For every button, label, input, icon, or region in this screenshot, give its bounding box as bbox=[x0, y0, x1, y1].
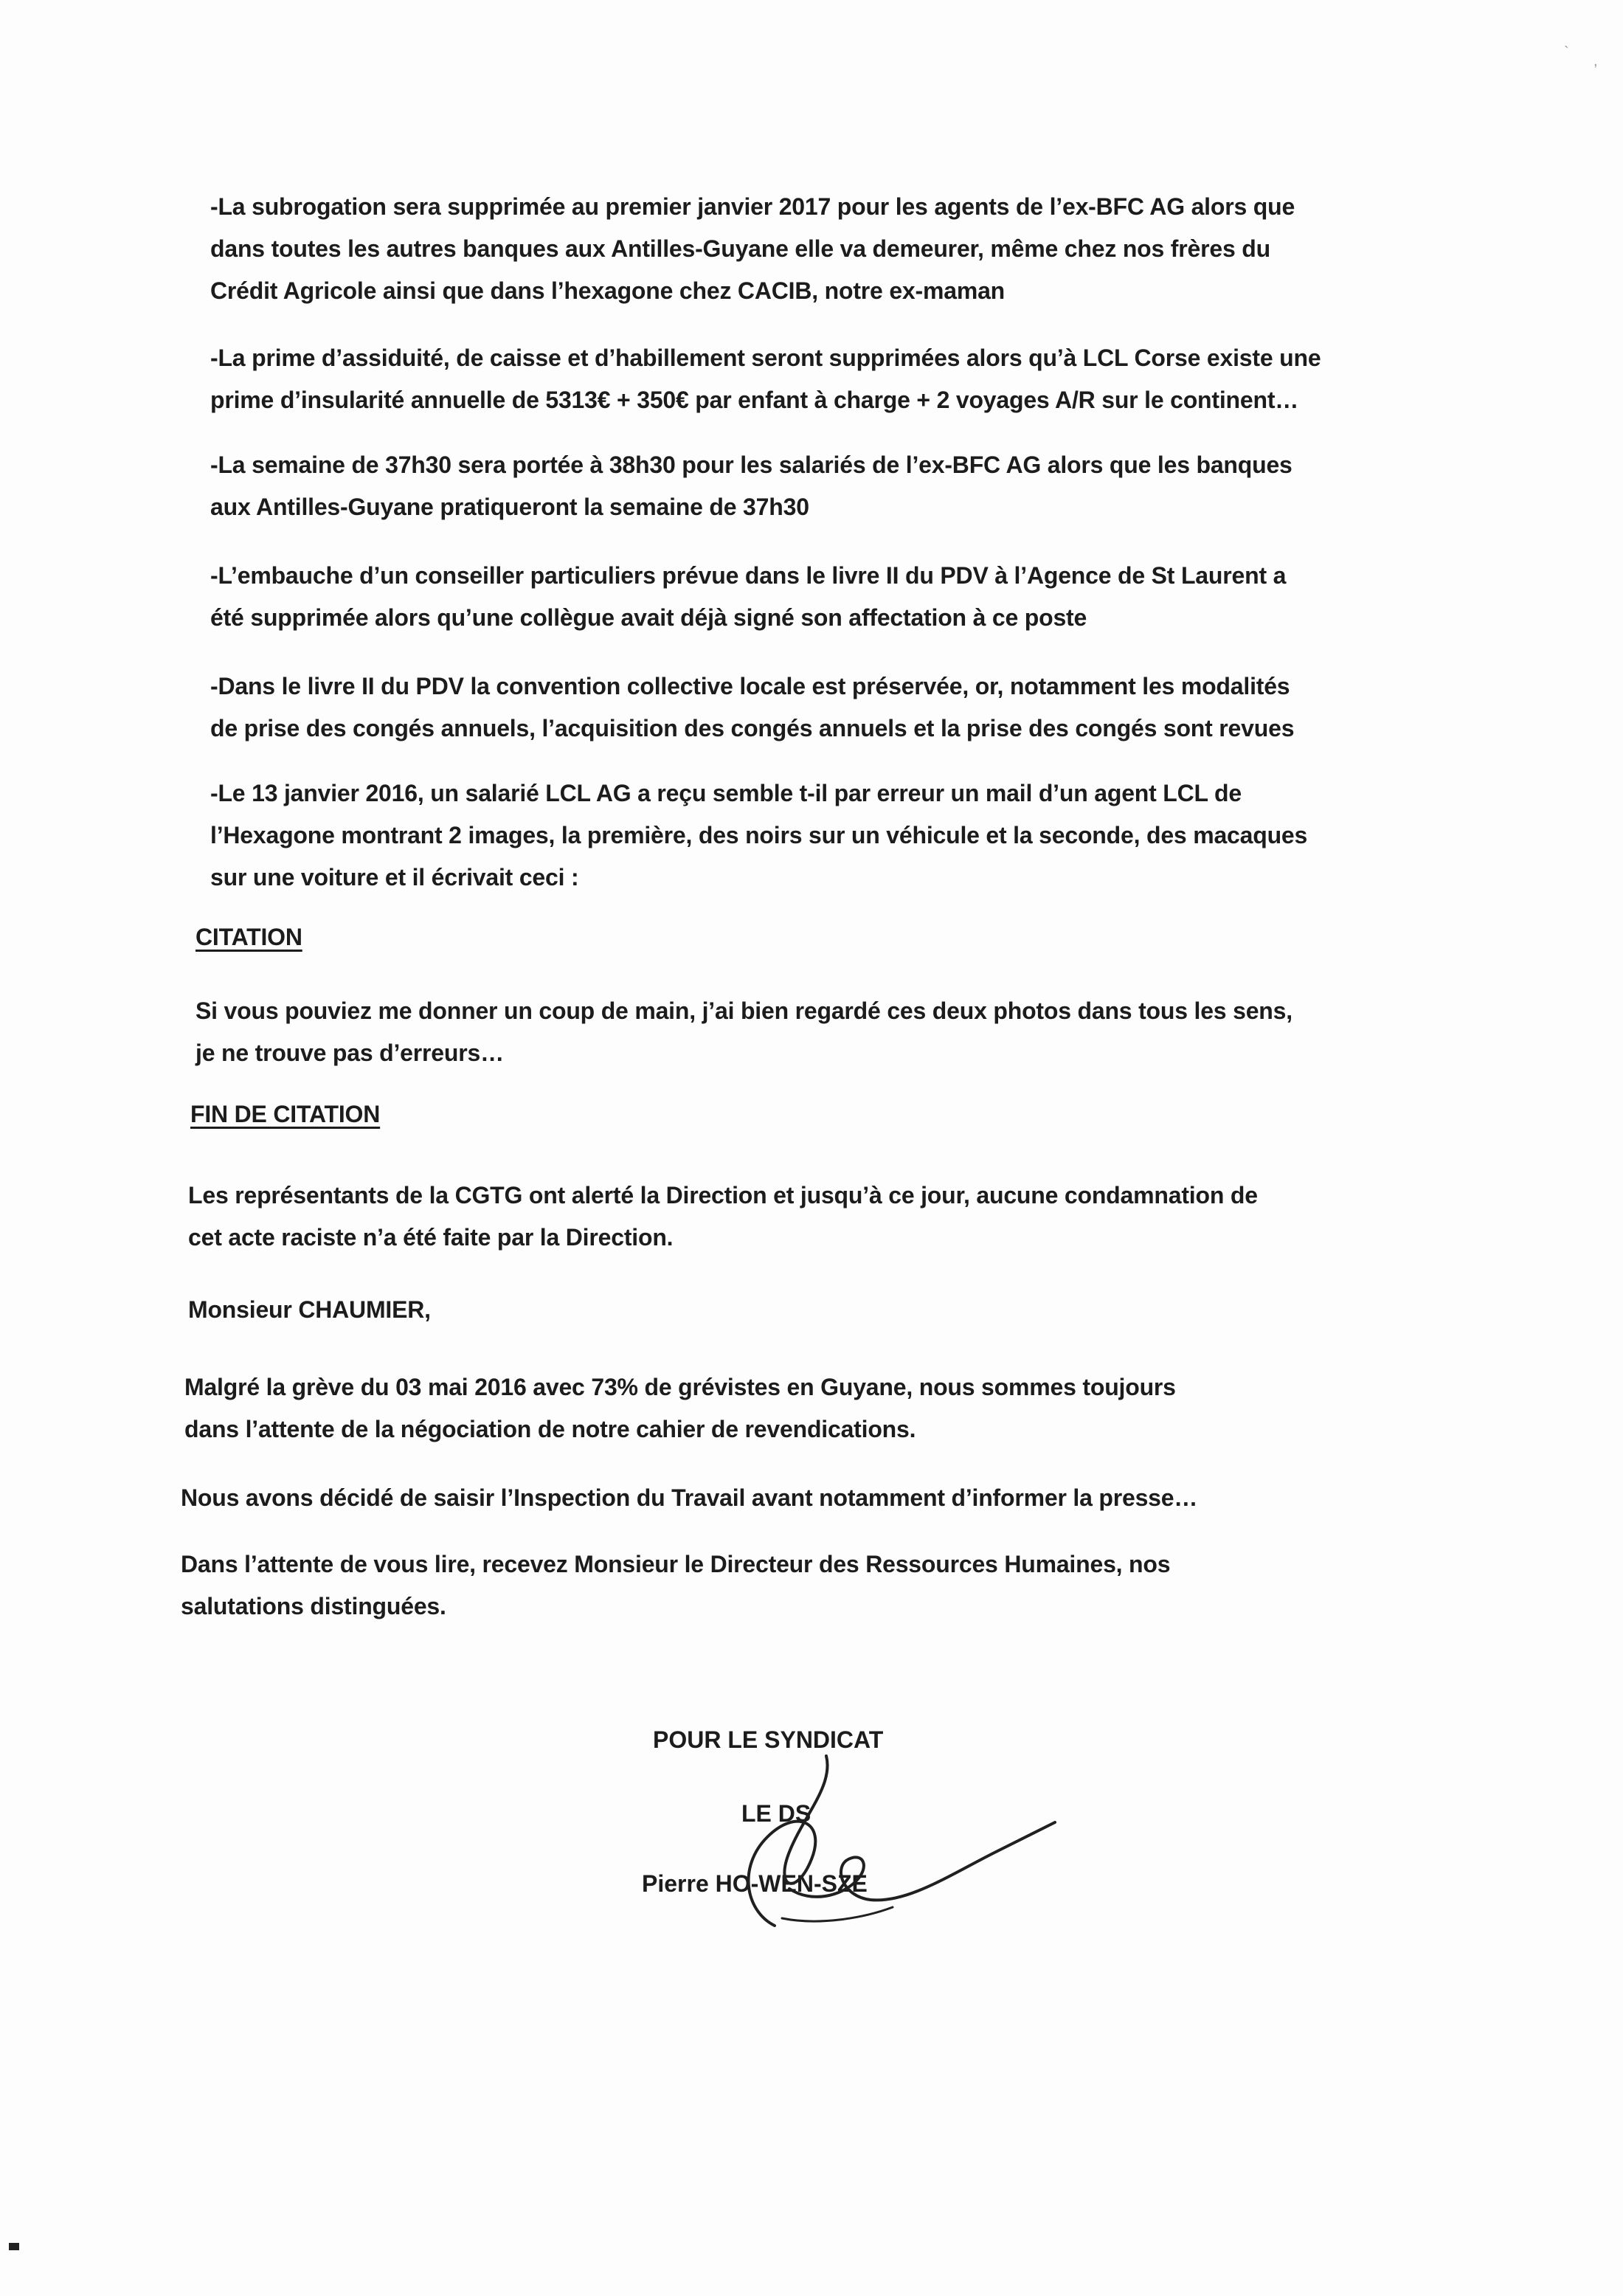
scan-edge-mark bbox=[9, 2243, 19, 2250]
text-line: dans l’attente de la négociation de notre cahier de revendications. bbox=[184, 1416, 916, 1442]
text-line: l’Hexagone montrant 2 images, la première, des noirs sur un véhicule et la seconde, des macaques bbox=[210, 822, 1308, 848]
text-line: salutations distinguées. bbox=[181, 1593, 446, 1619]
text-line: -Dans le livre II du PDV la convention collective locale est préservée, or, notamment les modalités bbox=[210, 673, 1290, 699]
text-line: -La prime d’assiduité, de caisse et d’habillement seront supprimées alors qu’à LCL Corse existe une bbox=[210, 345, 1321, 371]
salutation-address: Monsieur CHAUMIER, bbox=[188, 1296, 431, 1323]
text-line: aux Antilles-Guyane pratiqueront la semaine de 37h30 bbox=[210, 494, 809, 520]
end-citation-heading: FIN DE CITATION bbox=[190, 1101, 381, 1127]
text-line: de prise des congés annuels, l’acquisition des congés annuels et la prise des congés sont revues bbox=[210, 715, 1295, 741]
text-line: Les représentants de la CGTG ont alerté la Direction et jusqu’à ce jour, aucune condamnation de bbox=[188, 1182, 1258, 1208]
scan-mark: , bbox=[1593, 53, 1598, 69]
text-line: -L’embauche d’un conseiller particuliers prévue dans le livre II du PDV à l’Agence de St Laurent a bbox=[210, 562, 1287, 589]
text-line: sur une voiture et il écrivait ceci : bbox=[210, 864, 579, 891]
text-line: dans toutes les autres banques aux Antilles-Guyane elle va demeurer, même chez nos frères du bbox=[210, 235, 1270, 262]
text-line: Crédit Agricole ainsi que dans l’hexagone chez CACIB, notre ex-maman bbox=[210, 277, 1006, 304]
quote-line: Si vous pouviez me donner un coup de main, j’ai bien regardé ces deux photos dans tous les sens, bbox=[195, 997, 1292, 1024]
text-line: Nous avons décidé de saisir l’Inspection du Travail avant notamment d’informer la presse… bbox=[181, 1484, 1198, 1511]
signature-org: POUR LE SYNDICAT bbox=[653, 1726, 884, 1753]
handwritten-signature bbox=[686, 1741, 1070, 1963]
text-line: prime d’insularité annuelle de 5313€ + 350€ par enfant à charge + 2 voyages A/R sur le continent… bbox=[210, 387, 1299, 413]
text-line: -La subrogation sera supprimée au premier janvier 2017 pour les agents de l’ex-BFC AG alors que bbox=[210, 193, 1295, 220]
scan-mark: ` bbox=[1564, 44, 1569, 60]
citation-heading: CITATION bbox=[195, 924, 302, 950]
text-line: -Le 13 janvier 2016, un salarié LCL AG a reçu semble t-il par erreur un mail d’un agent LCL de bbox=[210, 780, 1242, 806]
quote-line: je ne trouve pas d’erreurs… bbox=[195, 1040, 504, 1066]
signature-title: LE DS bbox=[741, 1800, 812, 1827]
text-line: cet acte raciste n’a été faite par la Direction. bbox=[188, 1224, 674, 1251]
signature-name: Pierre HO-WEN-SZE bbox=[642, 1870, 868, 1897]
text-line: Malgré la grève du 03 mai 2016 avec 73% de grévistes en Guyane, nous sommes toujours bbox=[184, 1374, 1176, 1400]
text-line: Dans l’attente de vous lire, recevez Monsieur le Directeur des Ressources Humaines, nos bbox=[181, 1551, 1171, 1577]
text-line: été supprimée alors qu’une collègue avait déjà signé son affectation à ce poste bbox=[210, 604, 1087, 631]
text-line: -La semaine de 37h30 sera portée à 38h30 pour les salariés de l’ex-BFC AG alors que les banques bbox=[210, 452, 1292, 478]
